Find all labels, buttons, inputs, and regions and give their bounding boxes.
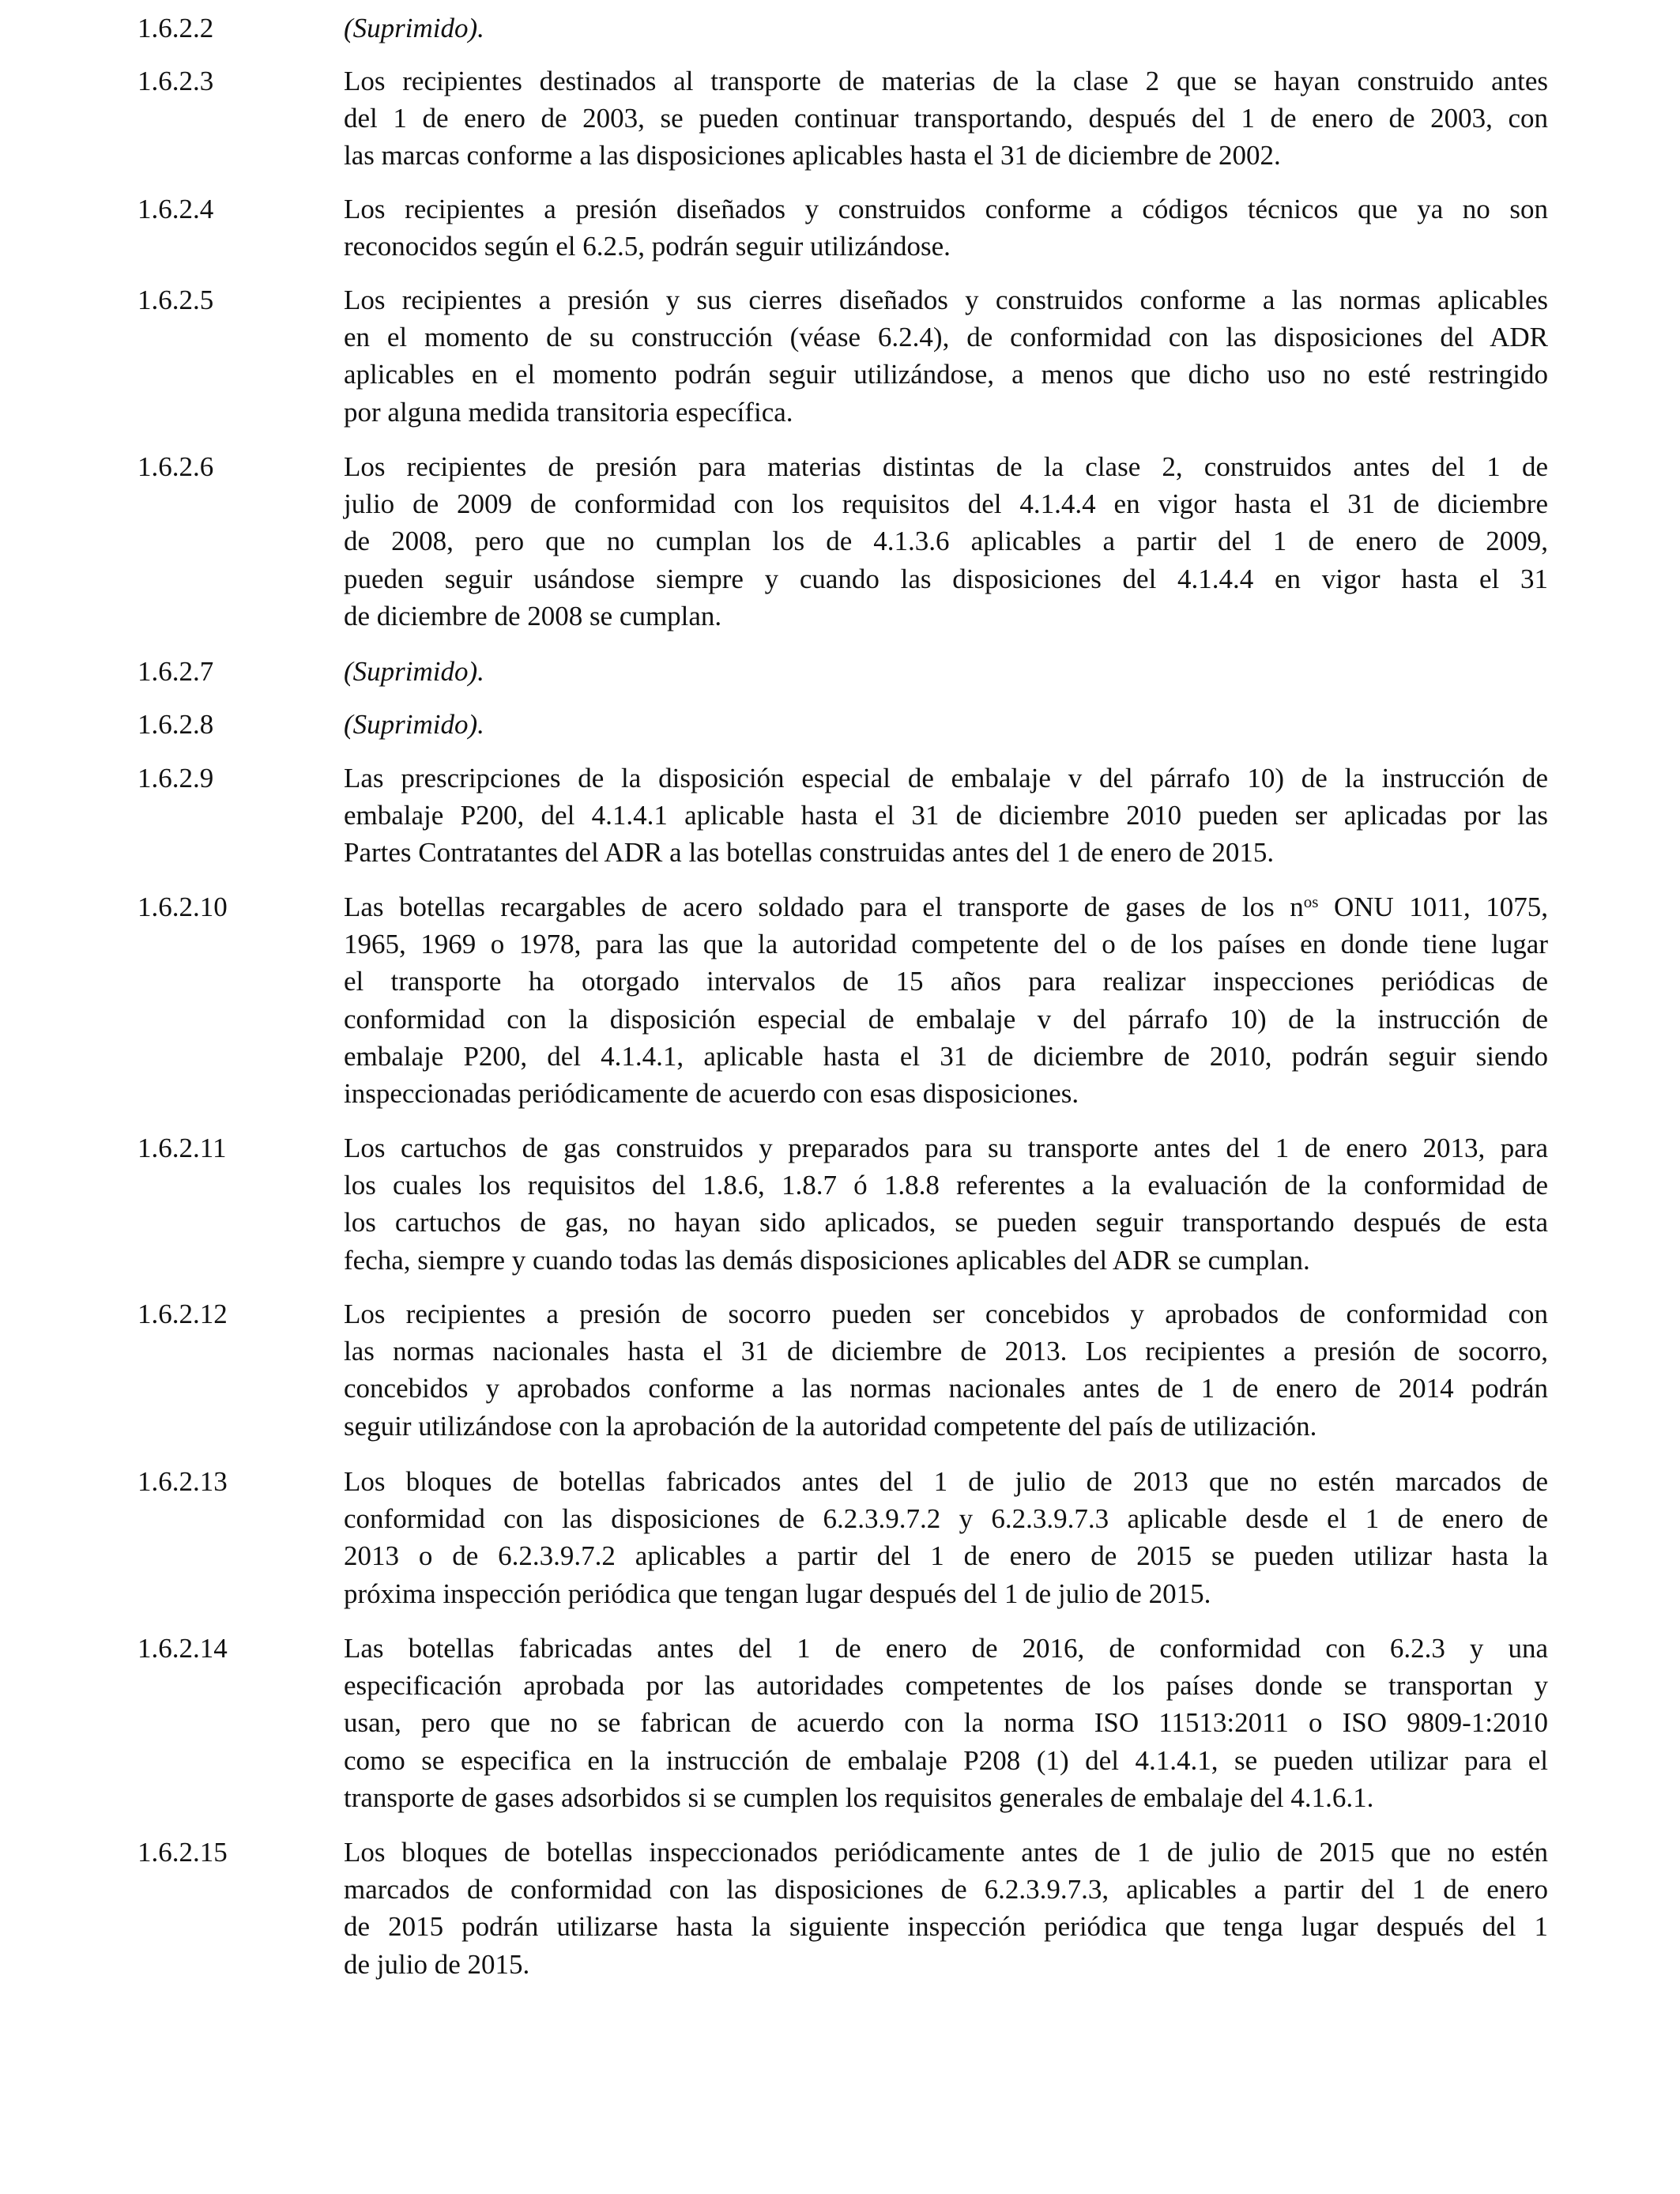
paragraph-text <box>344 760 1548 872</box>
text-line: de julio de 2015. <box>344 1948 530 1980</box>
superscript-text: os <box>1303 892 1319 912</box>
text-line: de diciembre de 2008 se cumplan. <box>344 600 722 631</box>
paragraph-number: 1.6.2.11 <box>137 1133 227 1163</box>
paragraph-text <box>344 706 1548 743</box>
paragraph-text <box>344 9 1548 47</box>
text-line: inspeccionadas periódicamente de acuerdo con esas disposiciones. <box>344 1078 1079 1110</box>
text-line: Los bloques de botellas inspeccionados periódicamente antes de 1 de julio de 2015 que no estén <box>344 1837 1548 1868</box>
paragraph-number: 1.6.2.8 <box>137 709 214 740</box>
text-line: conformidad con las disposiciones de 6.2.3.9.7.2 y 6.2.3.9.7.3 aplicable desde el 1 de enero de <box>344 1503 1548 1535</box>
paragraph-number: 1.6.2.13 <box>137 1466 228 1497</box>
paragraph-number: 1.6.2.7 <box>137 656 214 687</box>
text-line: especificación aprobada por las autoridades competentes de los países donde se transportan y <box>344 1670 1548 1702</box>
text-line: 2013 o de 6.2.3.9.7.2 aplicables a partir del 1 de enero de 2015 se pueden utilizar hasta la <box>344 1540 1548 1572</box>
text-line: Las prescripciones de la disposición especial de embalaje v del párrafo 10) de la instrucción de <box>344 763 1548 794</box>
paragraph-number: 1.6.2.10 <box>137 892 228 922</box>
text-line: Los bloques de botellas fabricados antes del 1 de julio de 2013 que no estén marcados de <box>344 1466 1548 1497</box>
text-line: reconocidos según el 6.2.5, podrán seguir utilizándose. <box>344 231 951 262</box>
text-line: usan, pero que no se fabrican de acuerdo con la norma ISO 11513:2011 o ISO 9809-1:2010 <box>344 1707 1548 1739</box>
paragraph-text <box>344 190 1548 265</box>
text-line: Los recipientes a presión de socorro pueden ser concebidos y aprobados de conformidad con <box>344 1299 1548 1329</box>
text-line: las marcas conforme a las disposiciones aplicables hasta el 31 de diciembre de 2002. <box>344 140 1281 172</box>
text-line: pueden seguir usándose siempre y cuando las disposiciones del 4.1.4.4 en vigor hasta el 31 <box>344 563 1548 594</box>
paragraph-number: 1.6.2.12 <box>137 1299 228 1329</box>
text-line: concebidos y aprobados conforme a las normas nacionales antes de 1 de enero de 2014 podrán <box>344 1373 1548 1404</box>
text-line: seguir utilizándose con la aprobación de la autoridad competente del país de utilización. <box>344 1410 1317 1442</box>
text-line: Los recipientes a presión diseñados y construidos conforme a códigos técnicos que ya no son <box>344 194 1548 224</box>
paragraph-text <box>344 1463 1548 1612</box>
text-line: transporte de gases adsorbidos si se cumplen los requisitos generales de embalaje del 4.1.6.1. <box>344 1781 1374 1813</box>
paragraph-number: 1.6.2.14 <box>137 1633 228 1664</box>
text-line: Los recipientes a presión y sus cierres diseñados y construidos conforme a las normas aplicables <box>344 285 1548 315</box>
text-line: Los cartuchos de gas construidos y preparados para su transporte antes del 1 de enero 2013, para <box>344 1133 1548 1163</box>
text-line: Partes Contratantes del ADR a las botellas construidas antes del 1 de enero de 2015. <box>344 837 1275 869</box>
paragraph-number: 1.6.2.3 <box>137 66 214 96</box>
text-line: aplicables en el momento podrán seguir utilizándose, a menos que dicho uso no esté restringido <box>344 359 1548 390</box>
paragraph-text <box>344 1630 1548 1816</box>
text-line: 1965, 1969 o 1978, para las que la autoridad competente del o de los países en donde tiene lugar <box>344 929 1548 960</box>
paragraph-text <box>344 281 1548 431</box>
text-line: en el momento de su construcción (véase 6.2.4), de conformidad con las disposiciones del ADR <box>344 322 1548 353</box>
text-line: los cuales los requisitos del 1.8.6, 1.8.7 ó 1.8.8 referentes a la evaluación de la conformidad de <box>344 1170 1548 1201</box>
paragraph-text <box>344 62 1548 175</box>
text-line: Los recipientes de presión para materias distintas de la clase 2, construidos antes del 1 de <box>344 451 1548 482</box>
text-line: de 2008, pero que no cumplan los de 4.1.3.6 aplicables a partir del 1 de enero de 2009, <box>344 526 1548 557</box>
text-line: los cartuchos de gas, no hayan sido aplicados, se pueden seguir transportando después de esta <box>344 1207 1548 1238</box>
text-line: próxima inspección periódica que tengan lugar después del 1 de julio de 2015. <box>344 1578 1211 1609</box>
text-fragment: ONU 1011, 1075, <box>1318 892 1548 922</box>
text-line: (Suprimido). <box>344 13 484 43</box>
paragraph-text <box>344 1834 1548 1983</box>
paragraph-number: 1.6.2.9 <box>137 763 214 794</box>
paragraph-number: 1.6.2.6 <box>137 451 214 482</box>
paragraph-text <box>344 888 1548 1112</box>
text-line: (Suprimido). <box>344 656 484 687</box>
text-line: Los recipientes destinados al transporte de materias de la clase 2 que se hayan construido antes <box>344 66 1548 96</box>
text-line: por alguna medida transitoria específica. <box>344 396 793 428</box>
text-line: embalaje P200, del 4.1.4.1 aplicable hasta el 31 de diciembre 2010 pueden ser aplicadas por las <box>344 800 1548 831</box>
paragraph-number: 1.6.2.15 <box>137 1837 228 1868</box>
text-line: como se especifica en la instrucción de embalaje P208 (1) del 4.1.4.1, se pueden utilizar para el <box>344 1744 1548 1776</box>
text-line: fecha, siempre y cuando todas las demás disposiciones aplicables del ADR se cumplan. <box>344 1244 1310 1276</box>
text-line: julio de 2009 de conformidad con los requisitos del 4.1.4.4 en vigor hasta el 31 de diciembre <box>344 488 1548 520</box>
text-line: marcados de conformidad con las disposiciones de 6.2.3.9.7.3, aplicables a partir del 1 de enero <box>344 1874 1548 1906</box>
text-line: el transporte ha otorgado intervalos de 15 años para realizar inspecciones periódicas de <box>344 966 1548 997</box>
text-line: embalaje P200, del 4.1.4.1, aplicable hasta el 31 de diciembre de 2010, podrán seguir siendo <box>344 1040 1548 1072</box>
text-line: del 1 de enero de 2003, se pueden continuar transportando, después del 1 de enero de 2003, con <box>344 103 1548 134</box>
text-fragment: Las botellas recargables de acero soldado para el transporte de gases de los n <box>344 892 1304 922</box>
paragraph-number: 1.6.2.2 <box>137 13 214 43</box>
text-line: conformidad con la disposición especial de embalaje v del párrafo 10) de la instrucción de <box>344 1003 1548 1035</box>
paragraph-number: 1.6.2.5 <box>137 285 214 315</box>
text-line <box>344 888 1548 925</box>
text-line: las normas nacionales hasta el 31 de diciembre de 2013. Los recipientes a presión de socorro, <box>344 1336 1548 1367</box>
paragraph-number: 1.6.2.4 <box>137 194 214 224</box>
text-line: Las botellas fabricadas antes del 1 de enero de 2016, de conformidad con 6.2.3 y una <box>344 1633 1548 1664</box>
paragraph-text <box>344 653 1548 690</box>
paragraph-text <box>344 1295 1548 1445</box>
paragraph-text <box>344 448 1548 635</box>
text-line: de 2015 podrán utilizarse hasta la siguiente inspección periódica que tenga lugar después del 1 <box>344 1911 1548 1943</box>
paragraph-text <box>344 1129 1548 1279</box>
text-line: (Suprimido). <box>344 709 484 740</box>
